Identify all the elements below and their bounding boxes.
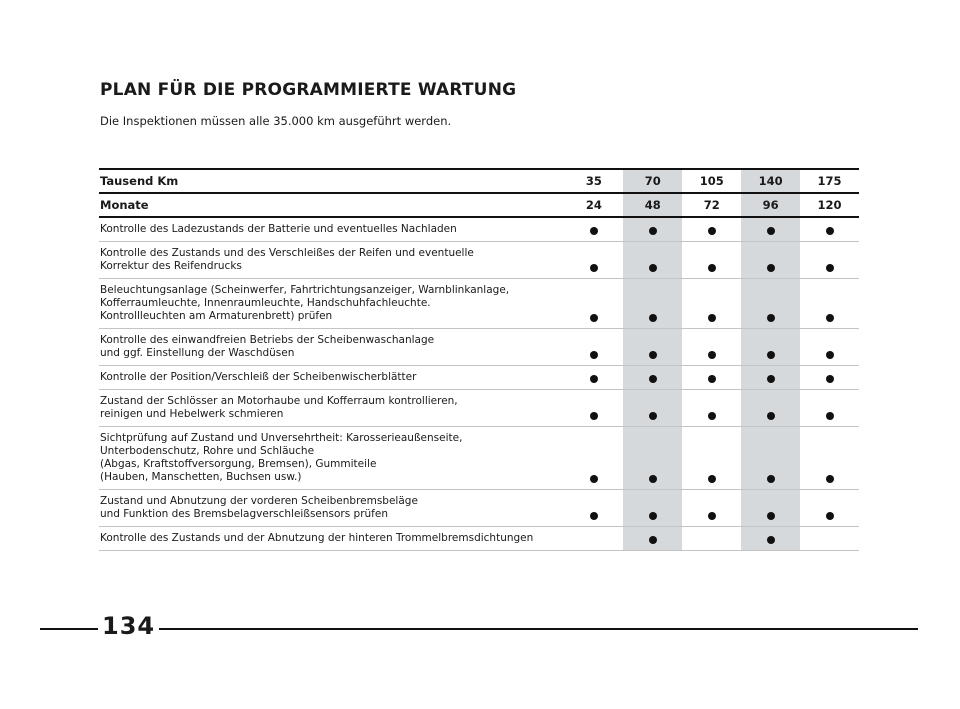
interval-cell: [564, 366, 623, 389]
row-label-line: Zustand und Abnutzung der vorderen Scheibenbremsbeläge: [100, 495, 418, 507]
interval-cell: [682, 279, 741, 328]
interval-cell: [623, 490, 682, 526]
row-label: [99, 329, 564, 365]
intro-text: Die Inspektionen müssen alle 35.000 km ausgeführt werden.: [100, 114, 452, 128]
filled-circle-icon: [708, 412, 716, 420]
row-label: [99, 390, 564, 426]
km-cell: 105: [699, 174, 724, 188]
filled-circle-icon: [590, 512, 598, 520]
row-label-line: Beleuchtungsanlage (Scheinwerfer, Fahrtrichtungsanzeiger, Warnblinkanlage,: [100, 284, 510, 296]
filled-circle-icon: [767, 351, 775, 359]
maintenance-table: [99, 168, 859, 551]
interval-cell: [564, 427, 623, 489]
table-row: [99, 390, 859, 427]
interval-cell: [741, 329, 800, 365]
row-label: [99, 242, 564, 278]
header-row-km: [99, 168, 859, 192]
row-label-line: Kontrollleuchten am Armaturenbrett) prüfen: [100, 310, 333, 322]
months-cell: 24: [585, 198, 602, 212]
table-row: [99, 527, 859, 551]
filled-circle-icon: [767, 314, 775, 322]
filled-circle-icon: [826, 412, 834, 420]
filled-circle-icon: [649, 351, 657, 359]
filled-circle-icon: [767, 412, 775, 420]
interval-cell: [564, 218, 623, 241]
filled-circle-icon: [649, 536, 657, 544]
filled-circle-icon: [826, 512, 834, 520]
row-label-line: Kontrolle des einwandfreien Betriebs der Scheibenwaschanlage: [100, 334, 435, 346]
km-cell: 70: [623, 170, 682, 192]
filled-circle-icon: [767, 375, 775, 383]
months-cell: 72: [703, 198, 720, 212]
interval-cell: [741, 218, 800, 241]
filled-circle-icon: [767, 475, 775, 483]
header-row-months: [99, 192, 859, 218]
footer-rule-left: [40, 628, 100, 630]
months-cell: 48: [623, 194, 682, 216]
filled-circle-icon: [649, 475, 657, 483]
filled-circle-icon: [649, 314, 657, 322]
row-label-line: Kontrolle des Zustands und der Abnutzung der hinteren Trommelbremsdichtungen: [100, 532, 534, 544]
interval-cell: [741, 427, 800, 489]
filled-circle-icon: [767, 227, 775, 235]
filled-circle-icon: [826, 264, 834, 272]
interval-cell: [800, 390, 859, 426]
filled-circle-icon: [590, 375, 598, 383]
interval-cell: [564, 329, 623, 365]
filled-circle-icon: [590, 475, 598, 483]
interval-cell: [800, 427, 859, 489]
interval-cell: [623, 279, 682, 328]
interval-cell: [564, 490, 623, 526]
interval-cell: [564, 390, 623, 426]
interval-cell: [800, 218, 859, 241]
footer-rule-right: [150, 628, 918, 630]
interval-cell: [623, 390, 682, 426]
row-label-line: Kofferraumleuchte, Innenraumleuchte, Handschuhfachleuchte.: [100, 297, 431, 309]
table-row: [99, 427, 859, 490]
filled-circle-icon: [826, 375, 834, 383]
interval-cell: [623, 427, 682, 489]
row-label-line: (Hauben, Manschetten, Buchsen usw.): [100, 471, 302, 483]
filled-circle-icon: [708, 512, 716, 520]
filled-circle-icon: [590, 227, 598, 235]
filled-circle-icon: [590, 412, 598, 420]
filled-circle-icon: [708, 375, 716, 383]
interval-cell: [741, 490, 800, 526]
filled-circle-icon: [649, 412, 657, 420]
header-km-label: Tausend Km: [100, 174, 179, 188]
filled-circle-icon: [826, 351, 834, 359]
row-label: [99, 218, 564, 241]
table-row: [99, 242, 859, 279]
filled-circle-icon: [708, 475, 716, 483]
interval-cell: [682, 390, 741, 426]
km-cell: 35: [585, 174, 602, 188]
table-row: [99, 490, 859, 527]
row-label-line: Zustand der Schlösser an Motorhaube und Kofferraum kontrollieren,: [100, 395, 458, 407]
row-label-line: Unterbodenschutz, Rohre und Schläuche: [100, 445, 315, 457]
table-row: [99, 366, 859, 390]
interval-cell: [800, 490, 859, 526]
row-label-line: Kontrolle des Ladezustands der Batterie und eventuelles Nachladen: [100, 223, 457, 235]
header-months-label: Monate: [100, 198, 149, 212]
interval-cell: [800, 366, 859, 389]
filled-circle-icon: [826, 314, 834, 322]
filled-circle-icon: [708, 227, 716, 235]
filled-circle-icon: [708, 264, 716, 272]
months-cell: 120: [817, 198, 842, 212]
row-label-line: (Abgas, Kraftstoffversorgung, Bremsen), Gummiteile: [100, 458, 377, 470]
filled-circle-icon: [590, 314, 598, 322]
months-cell: 96: [741, 194, 800, 216]
interval-cell: [800, 527, 859, 550]
filled-circle-icon: [590, 264, 598, 272]
interval-cell: [741, 242, 800, 278]
interval-cell: [741, 279, 800, 328]
table-row: [99, 218, 859, 242]
interval-cell: [741, 390, 800, 426]
interval-cell: [564, 527, 623, 550]
interval-cell: [623, 242, 682, 278]
filled-circle-icon: [826, 227, 834, 235]
filled-circle-icon: [767, 264, 775, 272]
table-row: [99, 329, 859, 366]
page-number: 134: [98, 612, 159, 640]
row-label-line: Kontrolle der Position/Verschleiß der Scheibenwischerblätter: [100, 371, 417, 383]
interval-cell: [682, 527, 741, 550]
interval-cell: [682, 218, 741, 241]
interval-cell: [623, 329, 682, 365]
interval-cell: [623, 527, 682, 550]
interval-cell: [682, 366, 741, 389]
table-row: [99, 279, 859, 329]
filled-circle-icon: [826, 475, 834, 483]
row-label: [99, 279, 564, 328]
filled-circle-icon: [590, 351, 598, 359]
interval-cell: [682, 427, 741, 489]
interval-cell: [682, 329, 741, 365]
km-cell: 175: [817, 174, 842, 188]
interval-cell: [800, 242, 859, 278]
interval-cell: [623, 218, 682, 241]
interval-cell: [682, 490, 741, 526]
filled-circle-icon: [708, 351, 716, 359]
km-cell: 140: [741, 170, 800, 192]
table-body: [99, 218, 859, 551]
row-label: [99, 527, 564, 550]
filled-circle-icon: [649, 375, 657, 383]
row-label-line: Sichtprüfung auf Zustand und Unversehrtheit: Karosserieaußenseite,: [100, 432, 463, 444]
interval-cell: [564, 279, 623, 328]
page-title: PLAN FÜR DIE PROGRAMMIERTE WARTUNG: [100, 80, 517, 100]
interval-cell: [682, 242, 741, 278]
row-label-line: Kontrolle des Zustands und des Verschleißes der Reifen und eventuelle: [100, 247, 474, 259]
row-label-line: Korrektur des Reifendrucks: [100, 260, 242, 272]
filled-circle-icon: [767, 512, 775, 520]
interval-cell: [741, 527, 800, 550]
filled-circle-icon: [767, 536, 775, 544]
interval-cell: [800, 329, 859, 365]
filled-circle-icon: [649, 512, 657, 520]
filled-circle-icon: [649, 264, 657, 272]
interval-cell: [800, 279, 859, 328]
filled-circle-icon: [649, 227, 657, 235]
row-label: [99, 366, 564, 389]
interval-cell: [623, 366, 682, 389]
row-label: [99, 490, 564, 526]
row-label-line: und ggf. Einstellung der Waschdüsen: [100, 347, 295, 359]
interval-cell: [741, 366, 800, 389]
row-label-line: reinigen und Hebelwerk schmieren: [100, 408, 284, 420]
row-label: [99, 427, 564, 489]
filled-circle-icon: [708, 314, 716, 322]
row-label-line: und Funktion des Bremsbelagverschleißsensors prüfen: [100, 508, 388, 520]
interval-cell: [564, 242, 623, 278]
